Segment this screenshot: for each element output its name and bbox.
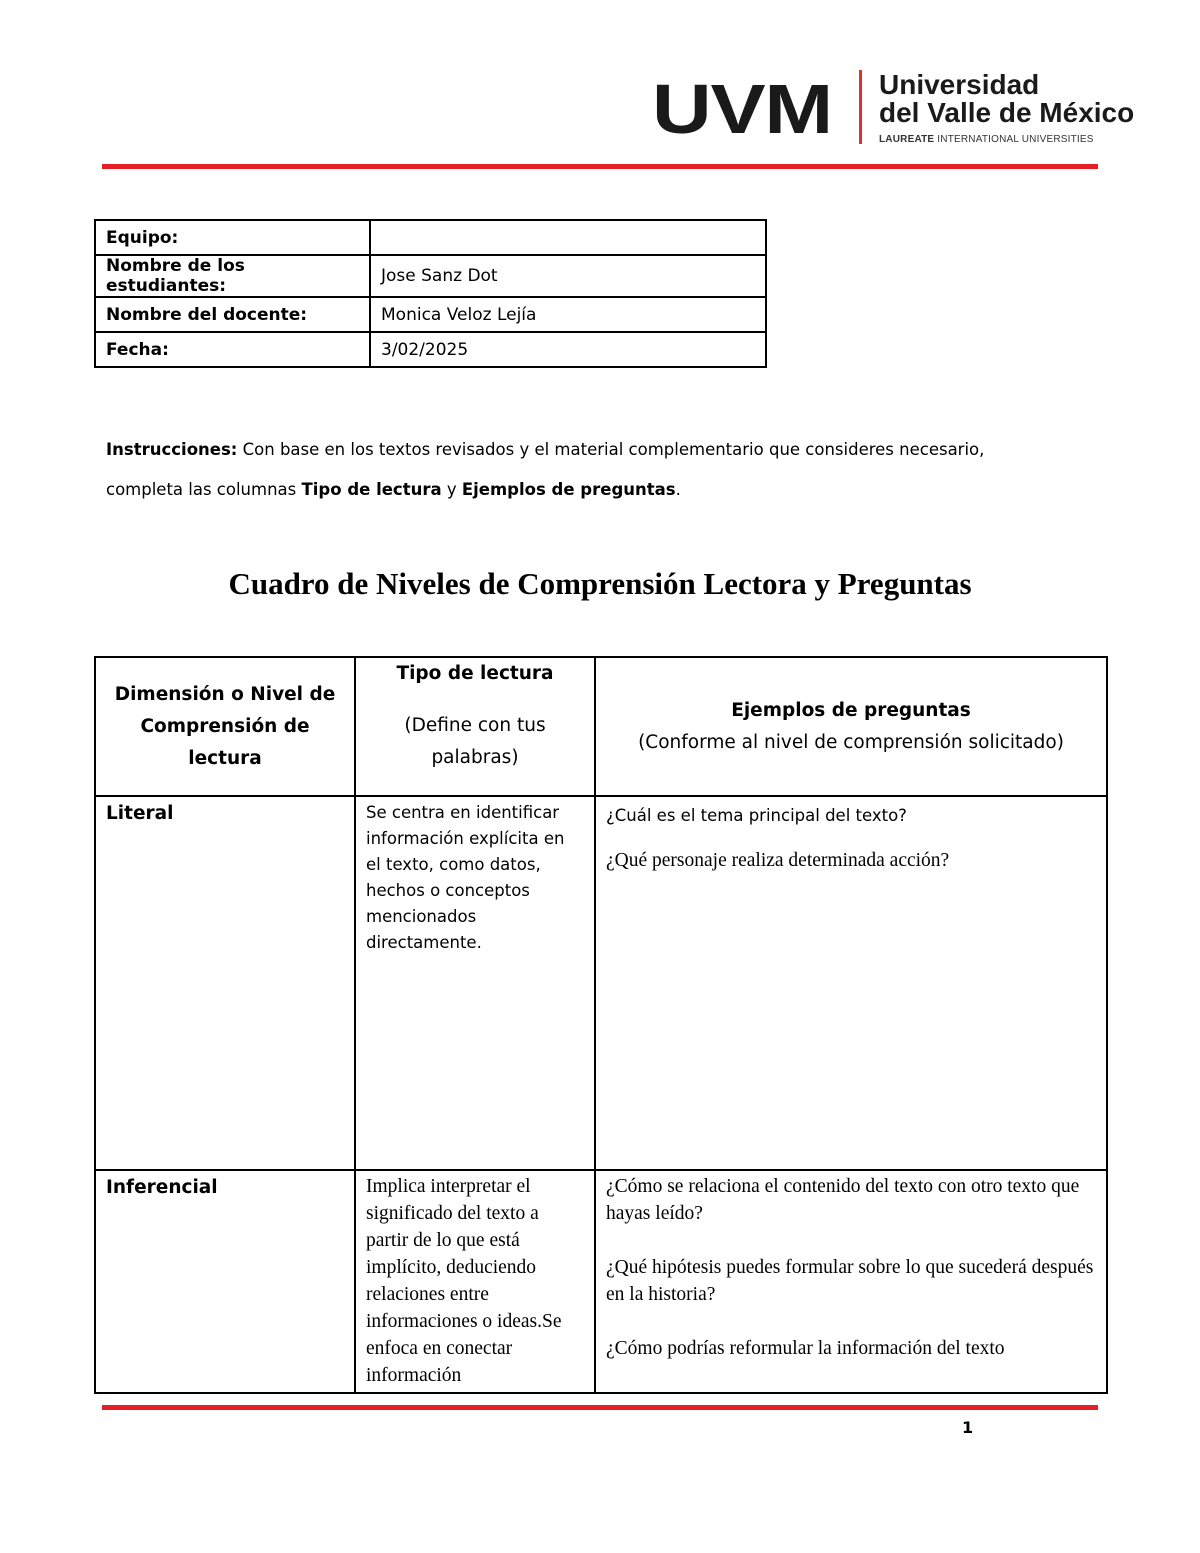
logo-subtitle [879, 134, 1094, 145]
logo-university-line1: Universidad [879, 69, 1040, 100]
instructions [106, 430, 1106, 510]
header-ejemplos-title: Ejemplos de preguntas [731, 699, 971, 721]
instructions-text3: y [441, 480, 462, 499]
comprehension-table [94, 656, 1108, 1394]
level-inferencial: Inferencial [95, 1170, 355, 1393]
definition-literal: Se centra en identificar información explícita en el texto, como datos, hechos o conceptos mencionados directamente. [355, 796, 595, 1170]
questions-inferencial [595, 1170, 1107, 1393]
info-label: Equipo: [95, 220, 370, 255]
info-label: Nombre de los estudiantes: [95, 255, 370, 297]
info-table [94, 219, 767, 368]
table-header-row [95, 657, 1107, 796]
header-divider [102, 164, 1098, 169]
info-row-docente [95, 297, 766, 332]
table-row-literal [95, 796, 1107, 1170]
footer-divider [102, 1405, 1098, 1410]
info-row-equipo [95, 220, 766, 255]
logo-university-line2: del Valle de México [879, 97, 1135, 128]
question-inferencial-1: ¿Cómo se relaciona el contenido del texto con otro texto que hayas leído? [606, 1176, 1080, 1224]
questions-inferencial-clip [606, 1173, 1096, 1386]
definition-inferencial [355, 1170, 595, 1393]
logo-separator [859, 70, 862, 144]
question-inferencial-3: ¿Cómo podrías reformular la información del texto [606, 1338, 1005, 1359]
uvm-logo [652, 69, 1135, 150]
table-row-inferencial [95, 1170, 1107, 1393]
info-value: 3/02/2025 [370, 332, 766, 367]
header-ejemplos-sub: (Conforme al nivel de comprensión solicitado) [638, 731, 1064, 753]
definition-inferencial-text: Implica interpretar el significado del texto a partir de lo que está implícito, deduciendo relaciones entre informaciones o ideas.Se enfoca en conectar información [366, 1176, 562, 1386]
question-literal-2: ¿Qué personaje realiza determinada acción? [606, 850, 950, 871]
instructions-label: Instrucciones: [106, 440, 238, 459]
question-literal-1: ¿Cuál es el tema principal del texto? [606, 806, 907, 825]
info-value: Monica Veloz Lejía [370, 297, 766, 332]
header-dimension: Dimensión o Nivel de Comprensión de lectura [95, 657, 355, 796]
instructions-bold1: Tipo de lectura [301, 480, 442, 499]
page-number: 1 [962, 1418, 974, 1437]
logo-sub-bold: LAUREATE [879, 134, 935, 145]
level-literal: Literal [95, 796, 355, 1170]
instructions-text1: Con base en los textos revisados y el material complementario que consideres necesario, [237, 440, 985, 459]
instructions-bold2: Ejemplos de preguntas [461, 480, 676, 499]
header-tipo-title: Tipo de lectura [396, 663, 554, 684]
info-row-fecha [95, 332, 766, 367]
info-label: Nombre del docente: [95, 297, 370, 332]
info-row-estudiantes [95, 255, 766, 297]
instructions-text4: . [675, 480, 681, 499]
questions-literal [595, 796, 1107, 1170]
header-ejemplos [595, 657, 1107, 796]
info-value [370, 220, 766, 255]
info-value: Jose Sanz Dot [370, 255, 766, 297]
question-inferencial-2: ¿Qué hipótesis puedes formular sobre lo que sucederá después en la historia? [606, 1257, 1094, 1305]
logo-sub-rest: INTERNATIONAL UNIVERSITIES [934, 134, 1094, 145]
logo-mark: UVM [652, 70, 833, 148]
page-title: Cuadro de Niveles de Comprensión Lectora y Preguntas [228, 566, 972, 601]
info-label: Fecha: [95, 332, 370, 367]
instructions-text2: completa las columnas [106, 480, 302, 499]
header-tipo-lectura [355, 657, 595, 796]
header-tipo-sub: (Define con tus palabras) [404, 715, 546, 768]
